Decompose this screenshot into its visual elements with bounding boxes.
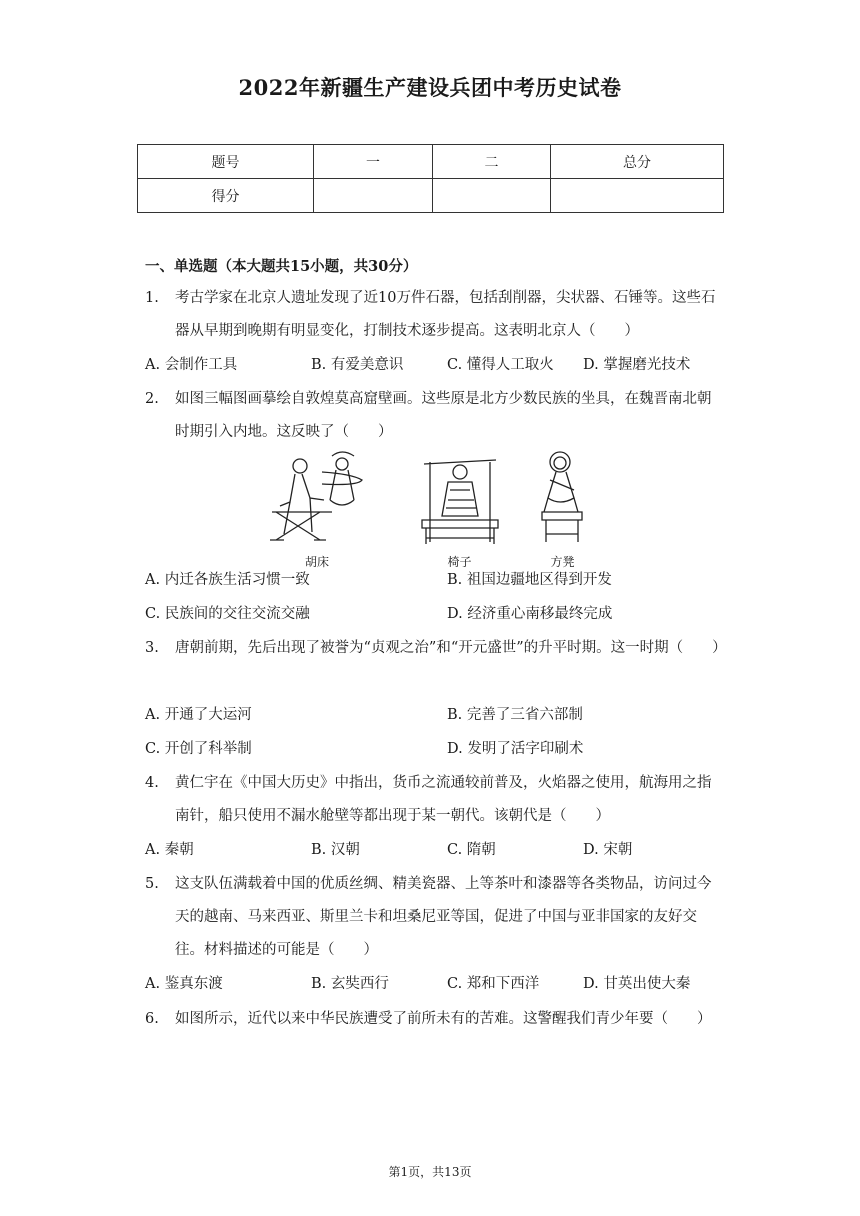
option-c[interactable]: C. 开创了科举制 [145, 741, 252, 757]
option-d[interactable]: D. 掌握磨光技术 [583, 357, 691, 373]
question-2 [145, 383, 725, 449]
question-3-options-row-1 [145, 699, 725, 732]
figure-hu-bed [262, 450, 372, 568]
question-5-options [145, 968, 725, 1001]
option-d[interactable]: D. 宋朝 [583, 842, 633, 858]
score-cell [433, 179, 551, 213]
question-2-options-row-1 [145, 564, 725, 597]
page-footer: 第1页，共13页 [388, 1165, 472, 1179]
question-4 [145, 767, 725, 833]
question-stem: 如图所示，近代以来中华民族遭受了前所未有的苦难。这警醒我们青少年要（ ） [175, 1011, 712, 1027]
option-c[interactable]: C. 懂得人工取火 [447, 357, 554, 373]
question-stem: 如图三幅图画摹绘自敦煌莫高窟壁画。这些原是北方少数民族的坐具，在魏晋南北朝时期引入内地。这反映了（ ） [175, 391, 712, 440]
figure-square-stool [530, 450, 595, 568]
score-table [137, 144, 724, 213]
question-stem: 考古学家在北京人遗址发现了近10万件石器，包括刮削器，尖状器、石锤等。这些石器从早期到晚期有明显变化，打制技术逐步提高。这表明北京人（ ） [175, 290, 716, 339]
question-number: 3. [145, 640, 159, 656]
option-d[interactable]: D. 甘英出使大秦 [583, 976, 691, 992]
figure-caption: 椅子 [447, 555, 472, 569]
question-stem: 唐朝前期，先后出现了被誉为“贞观之治”和“开元盛世”的升平时期。这一时期（ ） [175, 640, 727, 656]
question-number: 6. [145, 1011, 159, 1027]
option-a[interactable]: A. 鉴真东渡 [145, 976, 223, 992]
question-2-options-row-2 [145, 598, 725, 631]
option-b[interactable]: B. 祖国边疆地区得到开发 [447, 572, 612, 588]
score-table-header-row [138, 145, 724, 179]
question-number: 5. [145, 876, 159, 892]
option-d[interactable]: D. 经济重心南移最终完成 [447, 606, 613, 622]
option-c[interactable]: C. 民族间的交往交流交融 [145, 606, 310, 622]
option-a[interactable]: A. 开通了大运河 [145, 707, 252, 723]
mural-figures [262, 450, 602, 568]
question-5 [145, 868, 725, 967]
option-a[interactable]: A. 内迁各族生活习惯一致 [145, 572, 310, 588]
question-3-options-row-2 [145, 733, 725, 766]
square-stool-illustration [530, 450, 595, 550]
score-table-header: 题号 [138, 145, 314, 179]
score-table-header: 总分 [551, 145, 724, 179]
figure-chair [412, 450, 507, 568]
section-heading: 一、单选题（本大题共15小题，共30分） [145, 258, 418, 275]
score-row-label: 得分 [138, 179, 314, 213]
option-d[interactable]: D. 发明了活字印刷术 [447, 741, 584, 757]
question-6 [145, 1003, 725, 1036]
question-number: 1. [145, 290, 159, 306]
exam-title: 2022年新疆生产建设兵团中考历史试卷 [238, 75, 622, 100]
option-a[interactable]: A. 秦朝 [145, 842, 194, 858]
option-a[interactable]: A. 会制作工具 [145, 357, 238, 373]
hu-bed-illustration [262, 450, 372, 550]
option-b[interactable]: B. 汉朝 [311, 842, 360, 858]
figure-caption: 胡床 [304, 555, 329, 569]
question-number: 2. [145, 391, 159, 407]
option-b[interactable]: B. 完善了三省六部制 [447, 707, 583, 723]
question-1 [145, 282, 725, 348]
question-3 [145, 632, 725, 665]
question-stem: 黄仁宇在《中国大历史》中指出，货币之流通较前普及，火焰器之使用，航海用之指南针，船只使用不漏水舱壁等都出现于某一朝代。该朝代是（ ） [175, 775, 712, 824]
score-table-header: 二 [433, 145, 551, 179]
score-cell [551, 179, 724, 213]
chair-illustration [412, 450, 507, 550]
score-cell [314, 179, 433, 213]
score-table-score-row [138, 179, 724, 213]
figure-caption: 方凳 [550, 555, 575, 569]
score-table-header: 一 [314, 145, 433, 179]
option-c[interactable]: C. 郑和下西洋 [447, 976, 540, 992]
question-4-options [145, 834, 725, 867]
question-stem: 这支队伍满载着中国的优质丝绸、精美瓷器、上等茶叶和漆器等各类物品，访问过今天的越南、马来西亚、斯里兰卡和坦桑尼亚等国，促进了中国与亚非国家的友好交往。材料描述的可能是（ ） [175, 876, 712, 958]
option-b[interactable]: B. 有爱美意识 [311, 357, 404, 373]
option-b[interactable]: B. 玄奘西行 [311, 976, 389, 992]
option-c[interactable]: C. 隋朝 [447, 842, 496, 858]
question-1-options [145, 349, 725, 382]
question-number: 4. [145, 775, 159, 791]
